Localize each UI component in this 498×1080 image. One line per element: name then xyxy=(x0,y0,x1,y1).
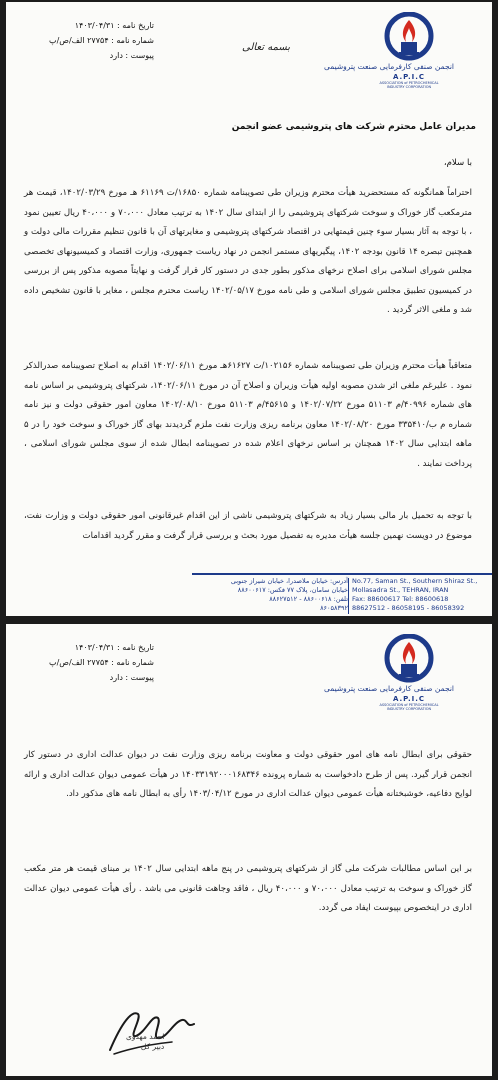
salutation: مدیران عامل محترم شرکت های پتروشیمی عضو انجمن xyxy=(231,122,476,132)
paragraph-2: متعاقباً هیأت محترم وزیران طی تصویبنامه شماره ۱۰۲۱۵۶/ت ۶۱۶۲۷هـ مورخ ۱۴۰۲/۰۶/۱۱ اقدام به اصلاح تصویبنامه صدرالذکر نمود . علیرغم ملغی اثر شدن مصوبه اولیه هیأت وزیران و اصلاح آن در مورخ ۱۴۰۲/۰۶/۱۱، شرکتهای پتروشیمی بر اساس نامه های شماره ۴۰۹۹۶/م ۵۱۱۰۳ مورخ ۱۴۰۲/۰۷/۲۲ و ۴۵۶۱۵/م ۵۱۱۰۳ مورخ ۱۴۰۲/۰۸/۱۰ معاون امور حقوقی دولت و نیز نامه شماره م ب/۳۳۵۴۱۰ مورخ ۱۴۰۲/۰۸/۲۰ معاون برنامه ریزی وزارت نفت ملزم گردیدند بهای گاز خوراک و سوخت خود را در ۵ ماهه ابتدایی سال ۱۴۰۲ همچنان بر اساس نرخهای اعلام شده در تصویبنامه ابطال شده از سوی مجلس شورای اسلامی ، پرداخت نمایند . xyxy=(24,361,472,469)
letter-attachment: پیوست : دارد xyxy=(109,51,154,60)
footer-rule xyxy=(192,573,492,575)
letter-date: تاریخ نامه : ۱۴۰۳/۰۴/۳۱ xyxy=(74,643,154,652)
bismillah-header: بسمه تعالی xyxy=(242,42,291,53)
org-abbr: A.P.I.C xyxy=(392,73,426,81)
letter-page-2 xyxy=(6,624,492,1076)
signatory-name: احمد مهدوی xyxy=(126,1032,165,1041)
paragraph-4: حقوقی برای ابطال نامه های امور حقوقی دولت و معاونت برنامه ریزی وزارت نفت در دیوان عدالت اداری در دستور کار انجمن قرار گیرد. پس از طرح دادخواست به شماره پرونده ۱۴۰۳۳۱۹۲۰۰۰۱۶۸۳۴۶ در هیأت عمومی دیوان عدالت اداری و ارائه لوایح دفاعیه، خوشبختانه هیأت عمومی دیوان عدالت اداری در مورخ ۱۴۰۳/۰۴/۱۲ رأی به ابطال نامه های مذکور داد. xyxy=(24,750,472,799)
org-name-en: ASSOCIATION of PETROCHEMICAL INDUSTRY CORPORATION xyxy=(379,81,439,89)
paragraph-5: بر این اساس مطالبات شرکت ملی گاز از شرکتهای پتروشیمی در پنج ماهه ابتدایی سال ۱۴۰۲ بر مبنای قیمت هر متر مکعب گاز خوراک و سوخت به ترتیب معادل ۷۰،۰۰۰ و ۴۰،۰۰۰ ریال ، فاقد وجاهت قانونی می باشد . رأی هیأت عمومی دیوان عدالت اداری در اینخصوص بپیوست ایفاد می گردد. xyxy=(24,864,472,913)
paragraph-3: با توجه به تحمیل بار مالی بسیار زیاد به شرکتهای پتروشیمی ناشی از این اقدام غیرقانونی امور حقوقی دولت و وزارت نفت، موضوع در دویست نهمین جلسه هیأت مدیره به تفصیل مورد بحث و بررسی قرار گرفت و مقرر گردید اقدامات xyxy=(24,511,472,541)
org-abbr: A.P.I.C xyxy=(392,695,426,703)
letter-attachment: پیوست : دارد xyxy=(109,673,154,682)
footer-address-en xyxy=(352,577,492,613)
apic-emblem-icon xyxy=(364,634,454,684)
letter-number: شماره نامه : ۲۷۷۵۴ الف/ص/پ xyxy=(49,658,154,667)
letter-number: شماره نامه : ۲۷۷۵۴ الف/ص/پ xyxy=(49,36,154,45)
letter-meta xyxy=(24,640,154,685)
apic-logo xyxy=(324,634,454,714)
greeting: با سلام، xyxy=(443,158,472,168)
footer-divider xyxy=(348,578,349,614)
letter-date: تاریخ نامه : ۱۴۰۳/۰۴/۳۱ xyxy=(74,21,154,30)
signature-caption xyxy=(126,1032,164,1052)
letterhead-footer xyxy=(192,573,492,616)
apic-logo xyxy=(324,12,454,92)
footer-fa-line: تلفن: ۸۸۶۰۰۶۱۸ - ۸۸۶۲۷۵۱۲ xyxy=(269,595,348,603)
footer-en-line: 88627512 - 86058195 - 86058392 xyxy=(352,604,465,612)
footer-en-line: No.77, Saman St., Southern Shiraz St., xyxy=(352,577,478,585)
org-name-fa: انجمن صنفی کارفرمایی صنعت پتروشیمی xyxy=(324,62,454,71)
letter-page-1 xyxy=(6,2,492,616)
org-name-fa: انجمن صنفی کارفرمایی صنعت پتروشیمی xyxy=(324,684,454,693)
paragraph-1: احتراماً همانگونه که مستحضرید هیأت محترم وزیران طی تصویبنامه شماره ۱۶۸۵۰/ت ۶۱۱۶۹ هـ مورخ ۱۴۰۲/۰۳/۲۹، قیمت هر مترمکعب گاز خوراک و سوخت شرکتهای پتروشیمی را از ابتدای سال ۱۴۰۲ به ترتیب معادل ۷۰،۰۰۰ و ۴۰،۰۰۰ ریال تعیین نمود ، با توجه به آثار بسیار سوء چنین قیمتهایی در اقتصاد شرکتهای پتروشیمی و مغایرتهای آن با قانون تنظیم مقررات مالی دولت و همچنین تبصره ۱۴ قانون بودجه ۱۴۰۲، پیگیریهای مستمر انجمن در نهاد ریاست جمهوری، وزارت اقتصاد و کمیسیونهای تخصصی مجلس شورای اسلامی برای اصلاح نرخهای مذکور بطور جدی در دستور کار قرار گرفت و نهایتاً مصوبه مذکور پس از بررسی در کمیسیون تطبیق مجلس شورای اسلامی و طی نامه مورخ ۱۴۰۲/۰۵/۱۷ ریاست محترم مجلس ، مغایر با قانون تشخیص داده شد و ملغی الاثر گردید . xyxy=(24,188,472,315)
footer-en-line: Fax: 88600617 Tel: 88600618 xyxy=(352,595,449,603)
footer-fa-line: ۸۶۰۵۸۳۹۲ xyxy=(320,604,348,612)
footer-fa-line: خیابان سامان، پلاک ۷۷ فکس: ۸۸۶۰۰۶۱۷ xyxy=(237,586,348,594)
footer-en-line: Mollasadra St., TEHRAN, IRAN xyxy=(352,586,449,594)
org-name-en: ASSOCIATION of PETROCHEMICAL INDUSTRY CORPORATION xyxy=(379,703,439,711)
letter-meta xyxy=(24,18,154,63)
footer-fa-line: آدرس: خیابان ملاصدرا، خیابان شیراز جنوبی xyxy=(230,577,348,585)
footer-address-fa xyxy=(198,577,348,613)
signatory-title: دبیر کل xyxy=(140,1042,165,1051)
apic-emblem-icon xyxy=(364,12,454,62)
